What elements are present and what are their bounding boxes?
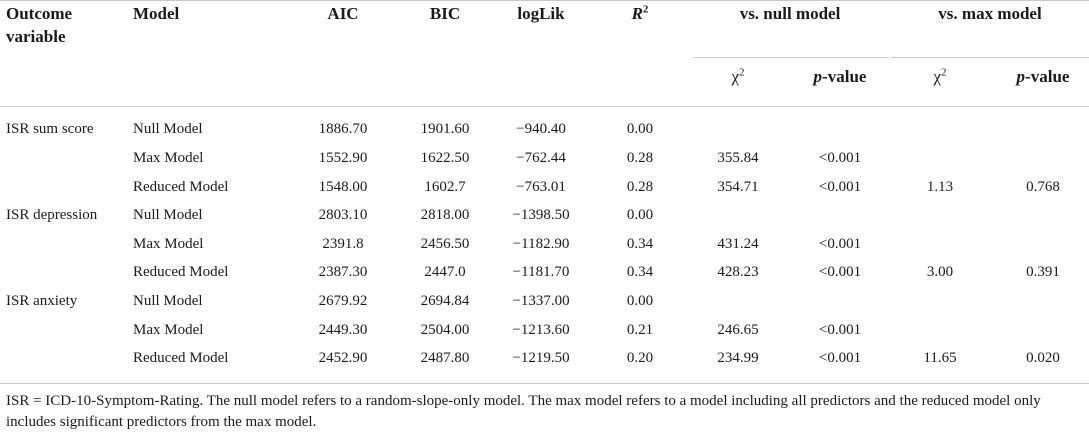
p-null-cell: <0.001 xyxy=(818,350,862,366)
loglik-cell: −1182.90 xyxy=(512,236,570,252)
header-outcome-line2: variable xyxy=(6,27,66,46)
chi-sup: 2 xyxy=(941,66,947,79)
model-cell: Reduced Model xyxy=(133,350,229,366)
header-aic: AIC xyxy=(327,4,359,23)
chi-base: χ xyxy=(933,67,942,86)
aic-cell: 2387.30 xyxy=(318,264,368,280)
bic-cell: 2487.80 xyxy=(420,350,470,366)
r-squared-sup: 2 xyxy=(642,3,649,16)
header-r-squared xyxy=(632,2,649,25)
bic-cell: 2694.84 xyxy=(420,293,470,309)
r2-cell: 0.20 xyxy=(626,350,654,366)
loglik-cell: −1219.50 xyxy=(512,350,570,366)
p-null-cell: <0.001 xyxy=(818,150,862,166)
chi-null-cell: 355.84 xyxy=(717,150,759,166)
r2-cell: 0.00 xyxy=(626,293,654,309)
p-null-cell: <0.001 xyxy=(818,236,862,252)
header-vs-null-model: vs. null model xyxy=(739,4,841,23)
model-cell: Null Model xyxy=(133,293,203,309)
r2-cell: 0.34 xyxy=(626,236,654,252)
chi-max-cell: 11.65 xyxy=(923,350,957,366)
p-italic: p xyxy=(813,67,823,86)
bic-cell: 1602.7 xyxy=(424,179,466,195)
aic-cell: 2452.90 xyxy=(318,350,368,366)
chi-null-cell: 246.65 xyxy=(717,322,759,338)
header-vs-max-model: vs. max model xyxy=(938,4,1042,23)
aic-cell: 1548.00 xyxy=(318,179,368,195)
p-max-cell: 0.768 xyxy=(1026,179,1060,195)
table-top-rule xyxy=(0,0,1089,1)
loglik-cell: −1181.70 xyxy=(512,264,570,280)
r2-cell: 0.28 xyxy=(626,179,654,195)
header-bottom-rule xyxy=(0,106,1089,107)
p-max-cell: 0.020 xyxy=(1026,350,1060,366)
p-max-cell: 0.391 xyxy=(1026,264,1060,280)
r2-cell: 0.34 xyxy=(626,264,654,280)
chi-base: χ xyxy=(731,67,740,86)
r-squared-base: R xyxy=(631,4,643,23)
table-bottom-rule xyxy=(0,383,1089,384)
subheader-p-max xyxy=(1017,66,1070,88)
subheader-p-null xyxy=(814,66,867,88)
bic-cell: 2447.0 xyxy=(424,264,466,280)
outcome-label: ISR sum score xyxy=(6,121,94,137)
loglik-cell: −1213.60 xyxy=(512,322,570,338)
subheader-chi-null xyxy=(731,66,744,88)
chi-null-cell: 354.71 xyxy=(717,179,759,195)
chi-max-cell: 1.13 xyxy=(926,179,954,195)
loglik-cell: −940.40 xyxy=(516,121,566,137)
bic-cell: 2818.00 xyxy=(420,207,470,223)
model-cell: Max Model xyxy=(133,322,204,338)
aic-cell: 2803.10 xyxy=(318,207,368,223)
model-cell: Null Model xyxy=(133,121,203,137)
header-outcome-line1: Outcome xyxy=(6,4,73,23)
loglik-cell: −763.01 xyxy=(516,179,566,195)
chi-null-cell: 431.24 xyxy=(717,236,759,252)
chi-null-cell: 234.99 xyxy=(717,350,759,366)
header-model: Model xyxy=(133,4,180,23)
model-cell: Max Model xyxy=(133,236,204,252)
r2-cell: 0.21 xyxy=(626,322,654,338)
aic-cell: 1552.90 xyxy=(318,150,368,166)
aic-cell: 2391.8 xyxy=(322,236,364,252)
r2-cell: 0.28 xyxy=(626,150,654,166)
outcome-label: ISR anxiety xyxy=(6,293,78,309)
chi-null-cell: 428.23 xyxy=(717,264,759,280)
loglik-cell: −1398.50 xyxy=(512,207,570,223)
loglik-cell: −1337.00 xyxy=(512,293,570,309)
aic-cell: 2449.30 xyxy=(318,322,368,338)
chi-sup: 2 xyxy=(739,66,745,79)
p-rest: -value xyxy=(822,67,867,86)
p-italic: p xyxy=(1016,67,1026,86)
p-rest: -value xyxy=(1025,67,1070,86)
aic-cell: 1886.70 xyxy=(318,121,368,137)
aic-cell: 2679.92 xyxy=(318,293,368,309)
r2-cell: 0.00 xyxy=(626,207,654,223)
chi-max-cell: 3.00 xyxy=(926,264,954,280)
bic-cell: 2456.50 xyxy=(420,236,470,252)
bic-cell: 1901.60 xyxy=(420,121,470,137)
subheader-chi-max xyxy=(933,66,946,88)
r2-cell: 0.00 xyxy=(626,121,654,137)
loglik-cell: −762.44 xyxy=(516,150,566,166)
vs-null-underline xyxy=(693,57,889,58)
header-bic: BIC xyxy=(429,4,461,23)
p-null-cell: <0.001 xyxy=(818,322,862,338)
model-cell: Reduced Model xyxy=(133,264,229,280)
model-cell: Max Model xyxy=(133,150,204,166)
model-cell: Reduced Model xyxy=(133,179,229,195)
bic-cell: 1622.50 xyxy=(420,150,470,166)
p-null-cell: <0.001 xyxy=(818,264,862,280)
table-footnote: ISR = ICD-10-Symptom-Rating. The null model refers to a random-slope-only model. The max model refers to a model including all predictors and the reduced model only includes significant predictors from the max model. xyxy=(6,393,1041,430)
bic-cell: 2504.00 xyxy=(420,322,470,338)
p-null-cell: <0.001 xyxy=(818,179,862,195)
header-loglik: logLik xyxy=(517,4,565,23)
vs-max-underline xyxy=(891,57,1089,58)
model-cell: Null Model xyxy=(133,207,203,223)
outcome-label: ISR depression xyxy=(6,207,98,223)
